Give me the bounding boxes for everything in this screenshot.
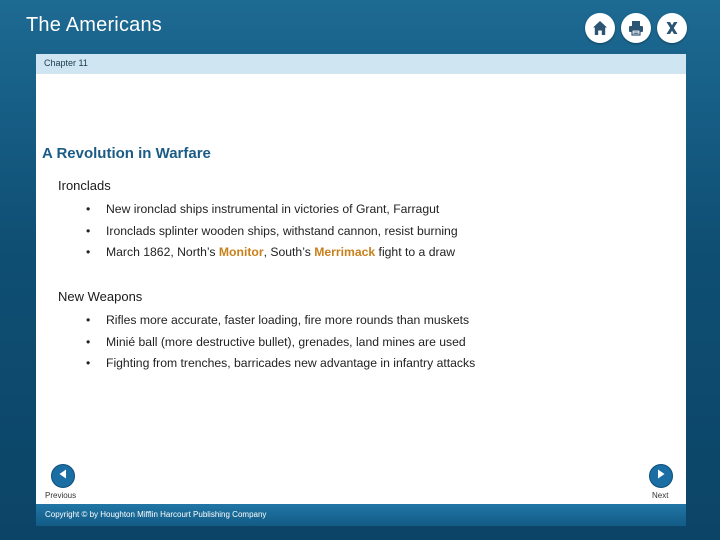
copyright-text: Copyright © by Houghton Mifflin Harcourt Publishing Company <box>45 510 267 519</box>
app-title: The Americans <box>26 14 162 36</box>
previous-label[interactable]: Previous <box>45 491 77 500</box>
arrow-left-icon <box>57 467 69 485</box>
section-heading-new-weapons: New Weapons <box>58 289 143 304</box>
bullet-text: fight to a draw <box>375 245 456 259</box>
bullet-text: New ironclad ships instrumental in victories of Grant, Farragut <box>106 202 440 216</box>
highlight-merrimack: Merrimack <box>314 245 376 259</box>
close-icon <box>663 19 681 37</box>
highlight-monitor: Monitor <box>218 245 264 259</box>
list-item <box>86 242 458 264</box>
bullet-dot: • <box>86 202 91 216</box>
bullet-dot: • <box>86 313 91 327</box>
bullet-text: , South’s <box>263 245 315 259</box>
arrow-right-icon <box>655 467 667 485</box>
list-item <box>86 332 475 354</box>
bullet-dot: • <box>86 245 91 259</box>
home-button[interactable] <box>585 13 615 43</box>
close-button[interactable] <box>657 13 687 43</box>
next-label[interactable]: Next <box>652 491 669 500</box>
chapter-label: Chapter 11 <box>44 58 88 68</box>
list-item <box>86 199 458 221</box>
chapter-bar <box>36 54 686 74</box>
bullet-dot: • <box>86 334 91 349</box>
footer-bar <box>36 504 686 526</box>
list-item <box>86 353 475 375</box>
list-item <box>86 310 475 332</box>
slide-title: A Revolution in Warfare <box>42 145 211 162</box>
next-button[interactable] <box>649 464 673 488</box>
bullet-text: March 1862, North’s <box>106 245 219 259</box>
print-button[interactable] <box>621 13 651 43</box>
bullet-list-new-weapons <box>86 310 475 375</box>
bullet-dot: • <box>86 223 91 238</box>
bullet-text: Fighting from trenches, barricades new advantage in infantry attacks <box>106 356 476 370</box>
home-icon <box>591 19 609 37</box>
slide-content <box>36 74 686 504</box>
section-heading-ironclads: Ironclads <box>58 178 111 193</box>
bullet-text: Ironclads splinter wooden ships, withstand cannon, resist burning <box>106 223 458 238</box>
bullet-dot: • <box>86 356 91 370</box>
bullet-text: Rifles more accurate, faster loading, fire more rounds than muskets <box>106 313 470 327</box>
print-icon <box>627 19 645 37</box>
bullet-list-ironclads <box>86 199 458 264</box>
previous-button[interactable] <box>51 464 75 488</box>
list-item <box>86 221 458 243</box>
bullet-text: Minié ball (more destructive bullet), grenades, land mines are used <box>106 334 466 349</box>
